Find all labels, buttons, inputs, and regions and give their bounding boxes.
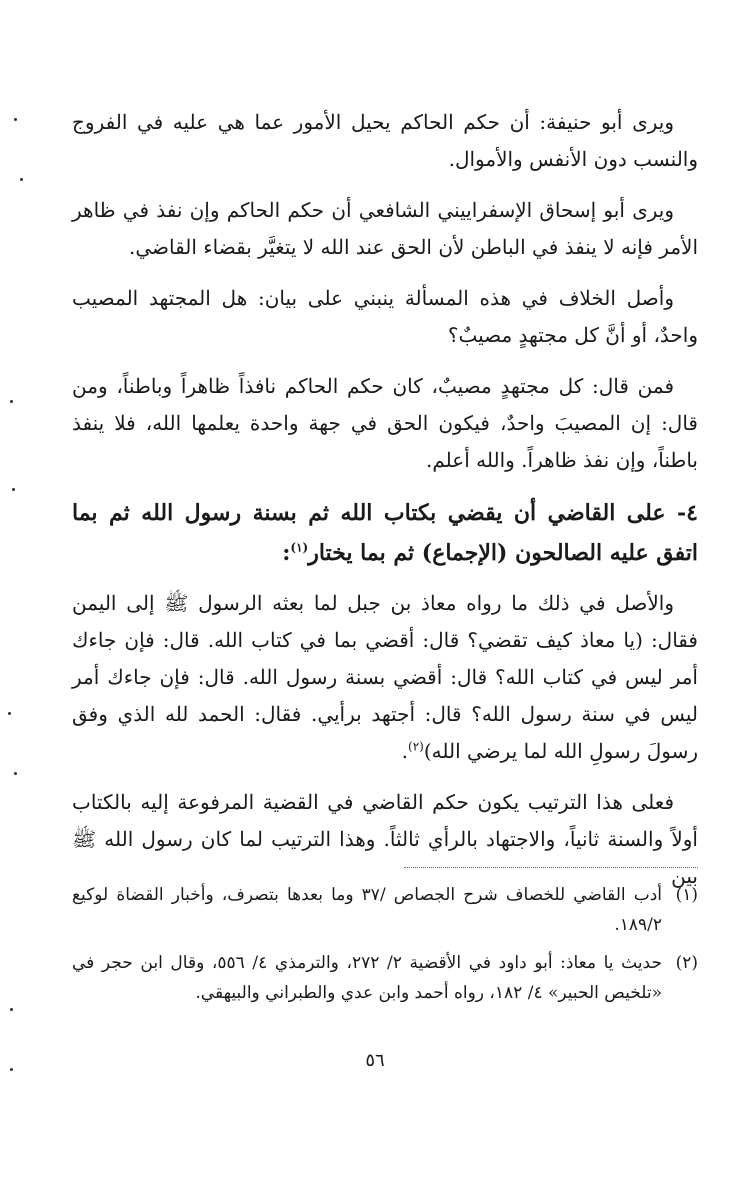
footnote-ref-2: (٢)	[408, 739, 424, 754]
footnotes	[72, 880, 698, 1016]
footnote-item	[72, 880, 698, 940]
main-text	[72, 104, 698, 909]
paragraph-5-end: .	[401, 739, 409, 763]
scan-speck	[12, 488, 15, 491]
footnote-divider	[404, 867, 698, 868]
paragraph-1: ويرى أبو حنيفة: أن حكم الحاكم يحيل الأمور عما هي عليه في الفروج والنسب دون الأنفس والأموال.	[72, 110, 698, 171]
paragraph-3: وأصل الخلاف في هذه المسألة ينبني على بيان: هل المجتهد المصيب واحدٌ، أو أنَّ كل مجتهدٍ مصيبٌ؟	[72, 286, 698, 347]
scan-speck	[10, 1008, 13, 1011]
scan-speck	[8, 712, 11, 715]
scan-speck	[20, 178, 23, 181]
footnote-number: (٢)	[675, 953, 698, 973]
paragraph-6: فعلى هذا الترتيب يكون حكم القاضي في القضية المرفوعة إليه بالكتاب أولاً والسنة ثانياً، والاجتهاد بالرأي ثالثاً. وهذا الترتيب لما كان رسول الله ﷺ بين	[72, 790, 698, 888]
paragraph-2: ويرى أبو إسحاق الإسفراييني الشافعي أن حكم الحاكم وإن نفذ في ظاهر الأمر فإنه لا ينفذ في الباطن لأن الحق عند الله لا يتغيَّر بقضاء القاضي.	[72, 198, 698, 259]
heading-text: ٤- على القاضي أن يقضي بكتاب الله ثم بسنة رسول الله ثم بما اتفق عليه الصالحون (الإجماع) ثم بما يختار	[72, 500, 698, 566]
page-number: ٥٦	[365, 1050, 385, 1071]
paragraph-5	[72, 585, 698, 770]
scan-speck	[14, 118, 17, 121]
footnote-number: (١)	[675, 885, 698, 905]
heading-colon: :	[282, 540, 291, 566]
paragraph-4: فمن قال: كل مجتهدٍ مصيبٌ، كان حكم الحاكم نافذاً ظاهراً وباطناً، ومن قال: إن المصيبَ واحدٌ، فيكون الحق في جهة واحدة يعلمها الله، فلا ينفذ باطناً، وإن نفذ ظاهراً. والله أعلم.	[72, 374, 698, 472]
scan-speck	[10, 400, 13, 403]
paragraph-5-text: والأصل في ذلك ما رواه معاذ بن جبل لما بعثه الرسول ﷺ إلى اليمن فقال: (يا معاذ كيف تقضي؟ قال: أقضي بما في كتاب الله. قال: فإن جاءك أمر ليس في كتاب الله؟ قال: أقضي بسنة رسول الله. قال: فإن جاءك أمر ليس في سنة رسول الله؟ قال: أجتهد برأيي. فقال: الحمد لله الذي وفق رسولَ رسولِ الله لما يرضي الله)	[72, 591, 698, 763]
footnote-text: حديث يا معاذ: أبو داود في الأقضية ٢/ ٢٧٢، والترمذي ٤/ ٥٥٦، وقال ابن حجر في «تلخيص الحبير» ٤/ ١٨٢، رواه أحمد وابن عدي والطبراني والبيهقي.	[72, 953, 662, 1003]
section-heading	[72, 493, 698, 573]
scan-speck	[10, 1068, 13, 1071]
footnote-ref-1: (١)	[290, 540, 309, 555]
scan-speck	[14, 772, 17, 775]
footnote-text: أدب القاضي للخصاف شرح الجصاص /٣٧ وما بعدها بتصرف، وأخبار القضاة لوكيع ١٨٩/٢.	[72, 885, 662, 935]
footnote-item	[72, 948, 698, 1008]
